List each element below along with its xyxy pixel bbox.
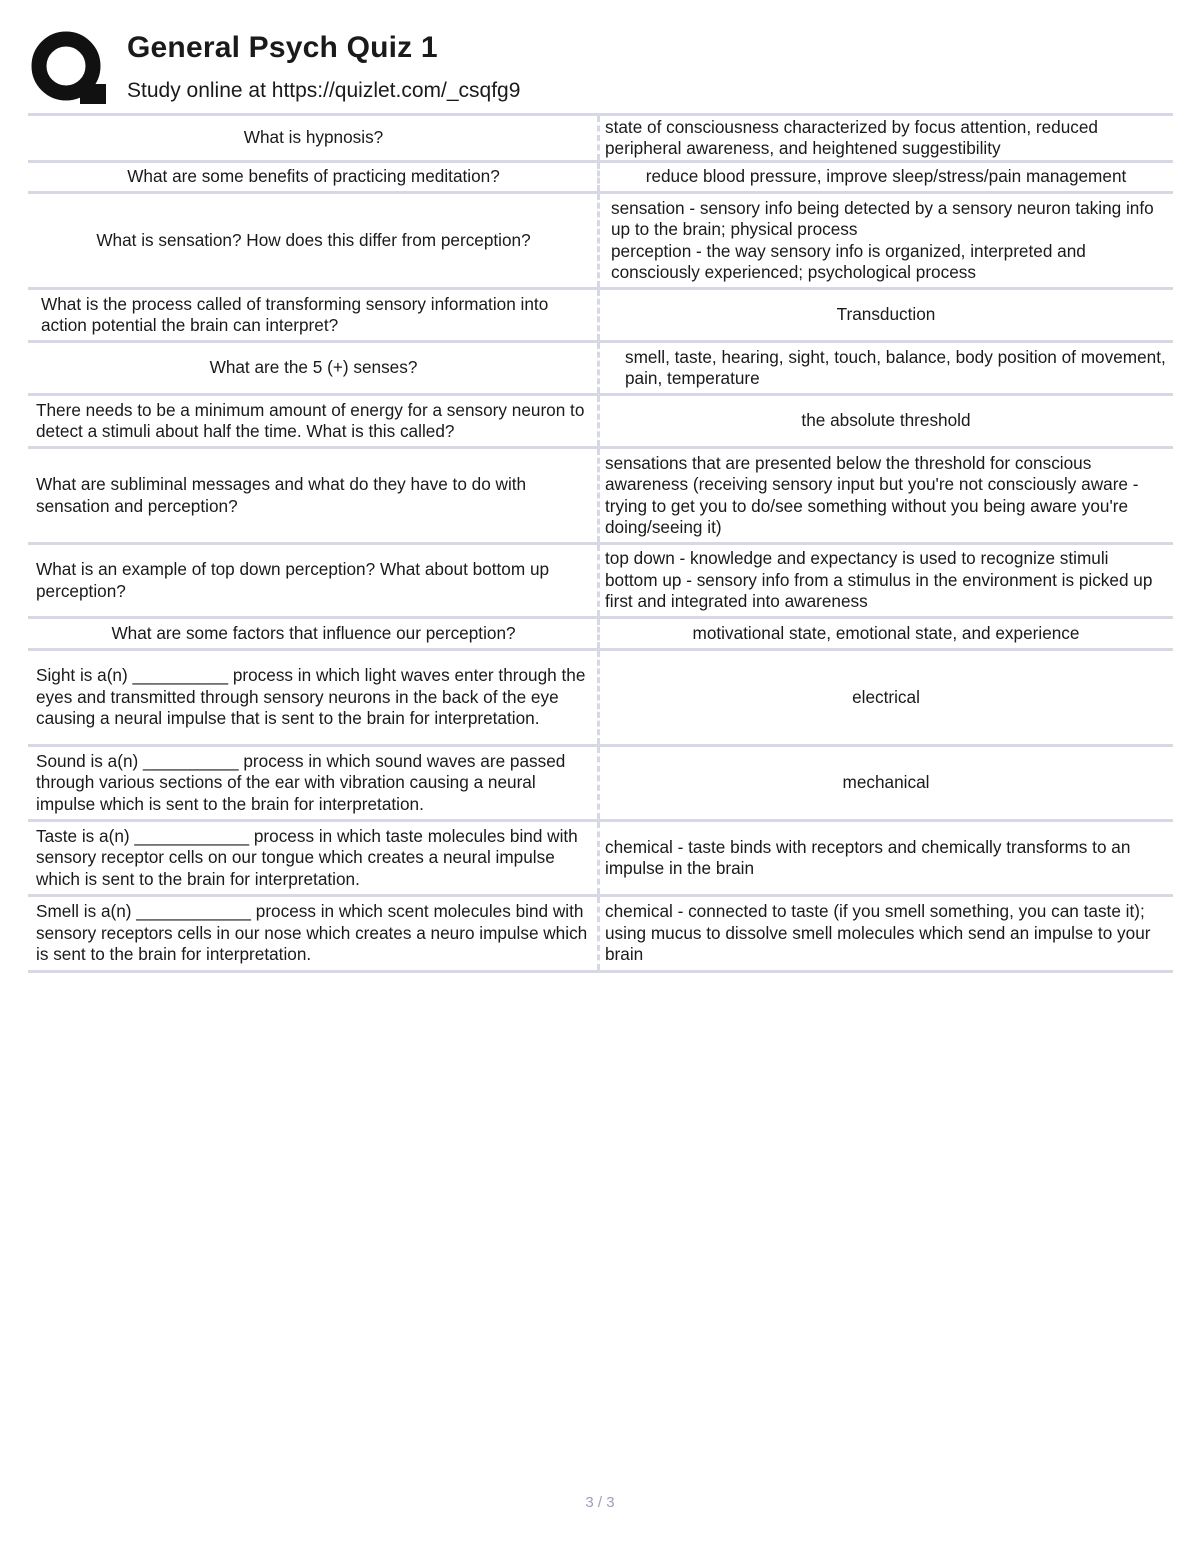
card-term: What are the 5 (+) senses? (28, 343, 600, 393)
card-term: What are some factors that influence our perception? (28, 619, 600, 648)
card-definition: Transduction (836, 304, 936, 325)
card-term: What are some benefits of practicing meditation? (28, 163, 600, 191)
card-definition: sensation - sensory info being detected by a sensory neuron taking info up to the brain; physical process perception - the way sensory info is organized, interpreted and consciously experienced; psychological process (611, 197, 1154, 282)
card-definition: motivational state, emotional state, and experience (692, 622, 1080, 643)
card-term: Sight is a(n) __________ process in which light waves enter through the eyes and transmitted through sensory neurons in the back of the eye causing a neural impulse that is sent to the brain for interpretation. (28, 651, 600, 744)
card-row (28, 897, 1173, 973)
card-row (28, 449, 1173, 545)
card-term: What is sensation? How does this differ from perception? (28, 194, 600, 287)
card-definition: the absolute threshold (801, 410, 971, 431)
card-row (28, 651, 1173, 747)
card-row (28, 194, 1173, 290)
card-definition: mechanical (842, 772, 930, 793)
card-term: What are subliminal messages and what do they have to do with sensation and perception? (28, 449, 600, 542)
card-row (28, 619, 1173, 651)
card-definition: state of consciousness characterized by focus attention, reduced peripheral awareness, and heightened suggestibility (605, 116, 1098, 158)
card-row (28, 545, 1173, 619)
card-term: Sound is a(n) __________ process in which sound waves are passed through various sections of the ear with vibration causing a neural impulse which is sent to the brain for interpretation. (28, 747, 600, 819)
card-definition: sensations that are presented below the threshold for conscious awareness (receiving sensory input but you're not consciously aware - trying to get you to do/see something without you being aware you're doing/seeing it) (605, 452, 1139, 537)
card-row (28, 396, 1173, 449)
card-definition: top down - knowledge and expectancy is used to recognize stimuli bottom up - sensory info from a stimulus in the environment is picked up first and integrated into awareness (605, 548, 1153, 612)
card-term: There needs to be a minimum amount of energy for a sensory neuron to detect a stimuli about half the time. What is this called? (28, 396, 600, 446)
flashcard-table (28, 113, 1173, 973)
card-term: What is an example of top down perception? What about bottom up perception? (28, 545, 600, 616)
card-row (28, 113, 1173, 163)
card-definition: chemical - connected to taste (if you smell something, you can taste it); using mucus to dissolve smell molecules which send an impulse to your brain (605, 901, 1151, 965)
page-title: General Psych Quiz 1 (127, 31, 438, 64)
card-row (28, 747, 1173, 822)
card-definition: chemical - taste binds with receptors and chemically transforms to an impulse in the brain (605, 836, 1131, 878)
study-online-link[interactable]: Study online at https://quizlet.com/_csqfg9 (127, 79, 521, 102)
card-term: What is the process called of transforming sensory information into action potential the brain can interpret? (28, 290, 600, 340)
card-row (28, 163, 1173, 194)
card-definition: electrical (852, 686, 920, 707)
card-term: Taste is a(n) ____________ process in which taste molecules bind with sensory receptor cells on our tongue which creates a neural impulse which is sent to the brain for interpretation. (28, 822, 600, 894)
quizlet-q-logo-icon (30, 30, 108, 108)
card-row (28, 343, 1173, 396)
card-row (28, 822, 1173, 897)
card-term: What is hypnosis? (28, 116, 600, 160)
card-definition: reduce blood pressure, improve sleep/stress/pain management (645, 166, 1127, 187)
page-number: 3 / 3 (585, 1494, 615, 1511)
card-term: Smell is a(n) ____________ process in which scent molecules bind with sensory receptors cells in our nose which creates a neuro impulse which is sent to the brain for interpretation. (28, 897, 600, 970)
card-definition: smell, taste, hearing, sight, touch, balance, body position of movement, pain, temperature (625, 346, 1166, 388)
card-row (28, 290, 1173, 343)
